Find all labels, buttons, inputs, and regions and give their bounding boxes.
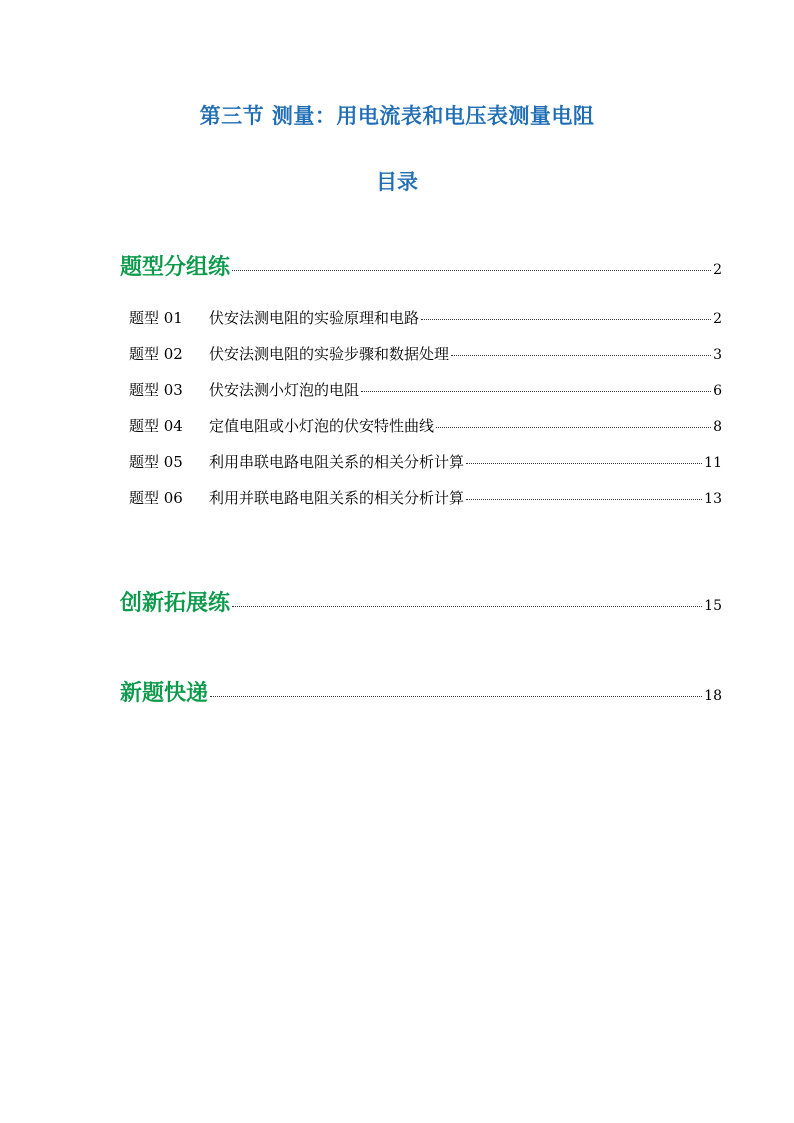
toc-item-type-06[interactable] xyxy=(129,487,722,508)
toc-page-number: 8 xyxy=(713,419,722,435)
toc-item-code: 题型 05 xyxy=(129,453,183,471)
leader-dots xyxy=(451,355,711,356)
leader-dots xyxy=(361,391,711,392)
toc-item-code: 题型 03 xyxy=(129,381,183,399)
toc-item-text: 利用并联电路电阻关系的相关分析计算 xyxy=(209,489,465,507)
toc-item-text: 利用串联电路电阻关系的相关分析计算 xyxy=(209,453,465,471)
toc-section-group-practice[interactable] xyxy=(120,250,722,281)
toc-item-type-03[interactable] xyxy=(129,379,722,400)
toc-item-text: 伏安法测小灯泡的电阻 xyxy=(209,381,360,399)
toc-section-label: 题型分组练 xyxy=(120,255,231,280)
toc-section-innovation-practice[interactable] xyxy=(120,586,722,617)
toc-section-label: 创新拓展练 xyxy=(120,591,231,616)
toc-item-type-04[interactable] xyxy=(129,415,722,436)
leader-dots xyxy=(232,606,702,607)
toc-item-text: 伏安法测电阻的实验步骤和数据处理 xyxy=(209,345,450,363)
toc-item-code: 题型 01 xyxy=(129,309,183,327)
toc-item-type-05[interactable] xyxy=(129,451,722,472)
toc-item-code: 题型 02 xyxy=(129,345,183,363)
toc-item-code: 题型 06 xyxy=(129,489,183,507)
leader-dots xyxy=(232,270,711,271)
page-title: 第三节 测量：用电流表和电压表测量电阻 xyxy=(199,104,595,128)
leader-dots xyxy=(421,319,711,320)
toc-item-text: 定值电阻或小灯泡的伏安特性曲线 xyxy=(209,417,435,435)
toc-page-number: 15 xyxy=(704,598,722,614)
toc-section-label: 新题快递 xyxy=(120,681,209,706)
toc-item-text: 伏安法测电阻的实验原理和电路 xyxy=(209,309,420,327)
toc-heading: 目录 xyxy=(376,170,418,194)
toc-item-code: 题型 04 xyxy=(129,417,183,435)
toc-page-number: 2 xyxy=(713,311,722,327)
toc-page-number: 3 xyxy=(713,347,722,363)
toc-item-type-02[interactable] xyxy=(129,343,722,364)
toc-page-number: 11 xyxy=(704,455,722,471)
toc-page-number: 18 xyxy=(704,688,722,704)
toc-section-new-questions[interactable] xyxy=(120,676,722,707)
toc-page-number: 6 xyxy=(713,383,722,399)
leader-dots xyxy=(210,696,702,697)
toc-item-type-01[interactable] xyxy=(129,307,722,328)
toc-page-number: 2 xyxy=(713,262,722,278)
leader-dots xyxy=(436,427,711,428)
leader-dots xyxy=(466,499,702,500)
toc-page-number: 13 xyxy=(704,491,722,507)
leader-dots xyxy=(466,463,702,464)
